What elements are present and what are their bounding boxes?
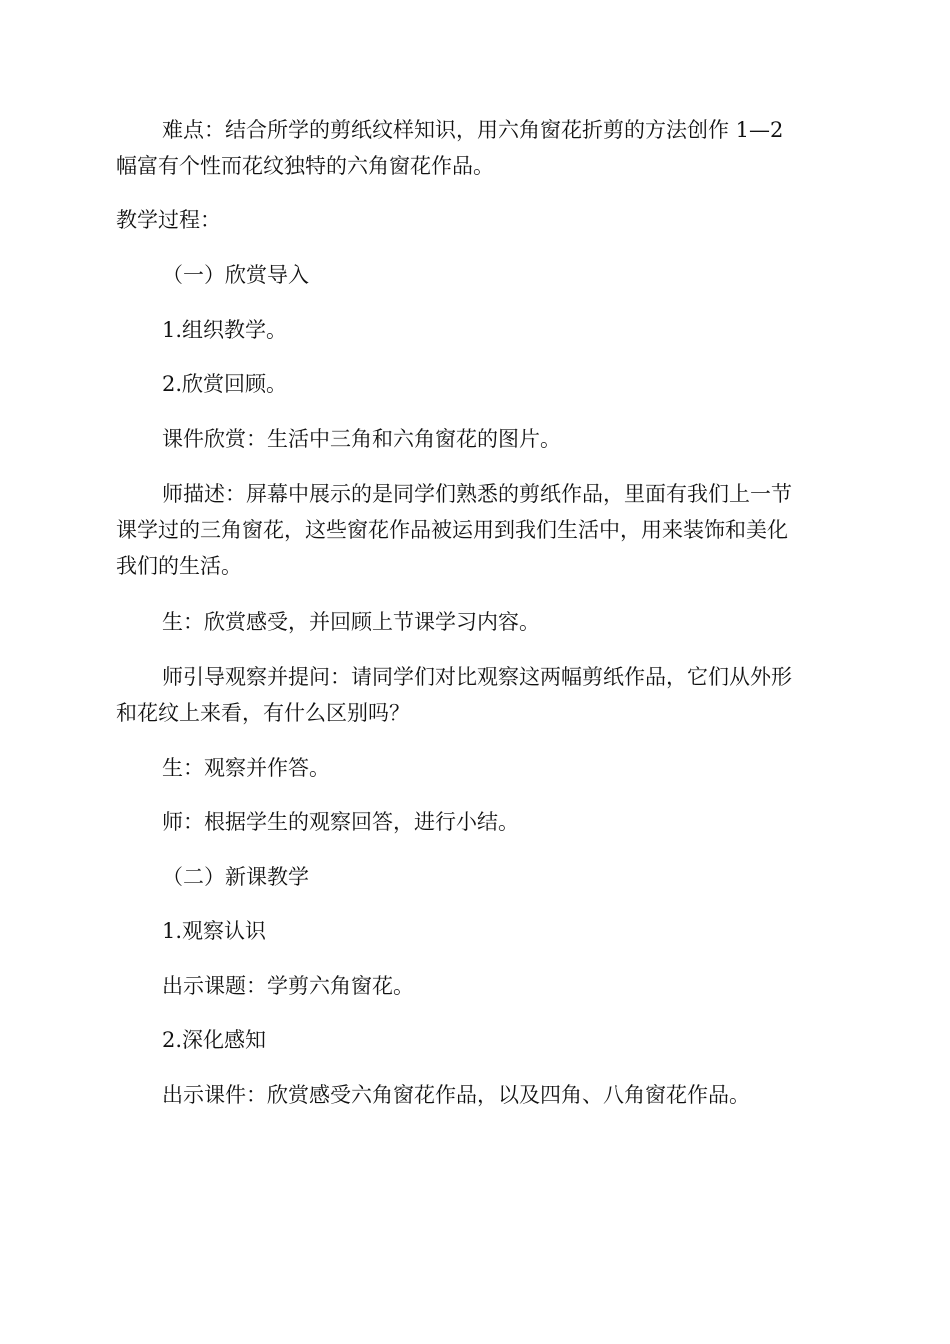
text-line: 出示课题：学剪六角窗花。: [162, 974, 414, 998]
text-line: 幅富有个性而花纹独特的六角窗花作品。: [116, 154, 494, 178]
paragraph-observe: [116, 913, 882, 949]
text-line: 生：欣赏感受，并回顾上节课学习内容。: [162, 610, 540, 634]
text-line: 1.组织教学。: [162, 318, 288, 342]
text-line: 生：观察并作答。: [162, 756, 330, 780]
paragraph-difficulty: [116, 112, 882, 184]
text-line: 课件欣赏：生活中三角和六角窗花的图片。: [162, 427, 561, 451]
paragraph-step-2: [116, 366, 882, 402]
text-line: 和花纹上来看，有什么区别吗？: [116, 701, 410, 725]
text-line: 师引导观察并提问：请同学们对比观察这两幅剪纸作品，它们从外形: [162, 665, 792, 689]
text-line: 我们的生活。: [116, 554, 242, 578]
text-line: 课学过的三角窗花，这些窗花作品被运用到我们生活中，用来装饰和美化: [116, 518, 788, 542]
section-heading-1: [116, 257, 882, 293]
paragraph-teacher-question: [116, 659, 882, 731]
paragraph-teacher-describe: [116, 476, 882, 584]
paragraph-show-courseware: [116, 1077, 882, 1113]
paragraph-student-1: [116, 604, 882, 640]
text-line: 师：根据学生的观察回答，进行小结。: [162, 810, 519, 834]
paragraph-courseware: [116, 421, 882, 457]
section-heading-2: [116, 859, 882, 895]
paragraph-student-2: [116, 750, 882, 786]
text-line: 2.深化感知: [162, 1028, 267, 1052]
text-line: 2.欣赏回顾。: [162, 372, 288, 396]
paragraph-process-heading: [116, 202, 836, 238]
paragraph-deepen: [116, 1022, 882, 1058]
text-line: 1.观察认识: [162, 919, 267, 943]
paragraph-teacher-summary: [116, 804, 882, 840]
paragraph-show-title: [116, 968, 882, 1004]
text-line: 出示课件：欣赏感受六角窗花作品，以及四角、八角窗花作品。: [162, 1083, 750, 1107]
paragraph-step-1: [116, 312, 882, 348]
text-line: （一）欣赏导入: [162, 263, 309, 287]
text-line: 难点：结合所学的剪纸纹样知识，用六角窗花折剪的方法创作 1—2: [162, 118, 784, 142]
text-line: （二）新课教学: [162, 865, 309, 889]
text-line: 教学过程：: [116, 208, 221, 232]
text-line: 师描述：屏幕中展示的是同学们熟悉的剪纸作品，里面有我们上一节: [162, 482, 792, 506]
